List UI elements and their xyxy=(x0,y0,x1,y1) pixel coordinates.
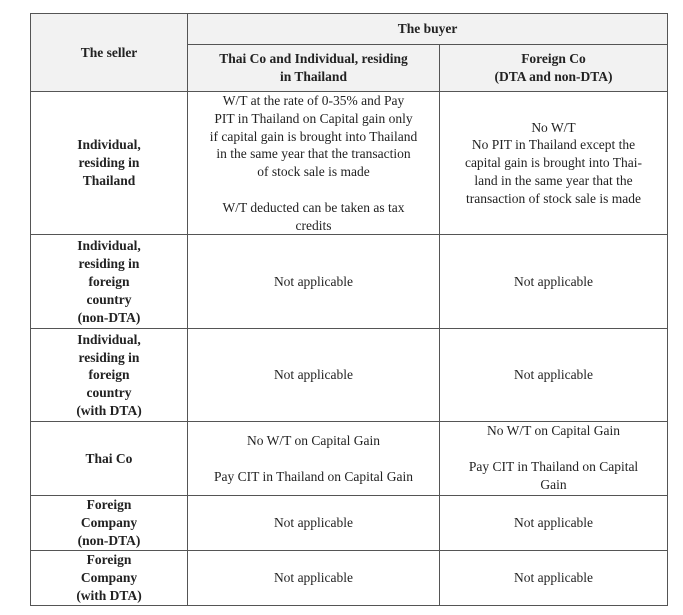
seller-label: Thai Co xyxy=(85,450,133,466)
table-row xyxy=(31,422,668,496)
foreign-buyer-text: Not applicable xyxy=(513,515,594,531)
foreign-buyer-text: No W/T No PIT in Thailand except the capital gain is brought into Thai- land in the same year that the transaction of stock sale is made xyxy=(464,119,643,206)
table-row xyxy=(31,550,668,605)
column-header-foreign-label: Foreign Co (DTA and non-DTA) xyxy=(494,51,613,84)
seller-header xyxy=(31,14,188,92)
thai-buyer-cell xyxy=(188,496,440,550)
foreign-buyer-text: Not applicable xyxy=(513,569,594,585)
table-row xyxy=(31,92,668,235)
buyer-header xyxy=(188,14,668,45)
seller-cell xyxy=(31,92,188,235)
table-row xyxy=(31,496,668,550)
seller-cell xyxy=(31,550,188,605)
thai-buyer-cell xyxy=(188,422,440,496)
column-header-foreign xyxy=(440,45,668,92)
seller-cell xyxy=(31,422,188,496)
foreign-buyer-text: Not applicable xyxy=(513,273,594,289)
seller-cell xyxy=(31,235,188,329)
seller-label: Individual, residing in Thailand xyxy=(77,137,141,189)
thai-buyer-cell xyxy=(188,235,440,329)
thai-buyer-text: Not applicable xyxy=(273,367,354,383)
foreign-buyer-cell xyxy=(440,550,668,605)
tax-table xyxy=(30,13,668,606)
foreign-buyer-cell xyxy=(440,329,668,422)
table-row xyxy=(31,329,668,422)
seller-cell xyxy=(31,496,188,550)
seller-label: Foreign Company (non-DTA) xyxy=(77,497,141,548)
thai-buyer-text: Not applicable xyxy=(273,569,354,585)
seller-label: Foreign Company (with DTA) xyxy=(76,552,142,603)
thai-buyer-text: Not applicable xyxy=(273,273,354,289)
buyer-header-label: The buyer xyxy=(397,21,458,37)
foreign-buyer-text: No W/T on Capital Gain Pay CIT in Thailand on Capital Gain xyxy=(468,423,639,492)
seller-header-label: The seller xyxy=(80,44,138,60)
header-row-buyer xyxy=(31,14,668,45)
thai-buyer-text: Not applicable xyxy=(273,515,354,531)
thai-buyer-cell xyxy=(188,550,440,605)
column-header-thai-label: Thai Co and Individual, residing in Thailand xyxy=(219,51,408,84)
seller-label: Individual, residing in foreign country (with DTA) xyxy=(76,331,142,419)
thai-buyer-cell xyxy=(188,329,440,422)
thai-buyer-cell xyxy=(188,92,440,235)
seller-label: Individual, residing in foreign country (non-DTA) xyxy=(77,238,141,325)
table-row xyxy=(31,235,668,329)
foreign-buyer-cell xyxy=(440,235,668,329)
thai-buyer-text: W/T at the rate of 0-35% and Pay PIT in Thailand on Capital gain only if capital gain is brought into Thailand in the same year that the transaction of stock sale is made W/T deducted can be taken as tax credits xyxy=(209,93,418,233)
foreign-buyer-cell xyxy=(440,422,668,496)
foreign-buyer-text: Not applicable xyxy=(513,367,594,383)
foreign-buyer-cell xyxy=(440,496,668,550)
thai-buyer-text: No W/T on Capital Gain Pay CIT in Thailand on Capital Gain xyxy=(214,433,413,484)
seller-cell xyxy=(31,329,188,422)
foreign-buyer-cell xyxy=(440,92,668,235)
column-header-thai xyxy=(188,45,440,92)
